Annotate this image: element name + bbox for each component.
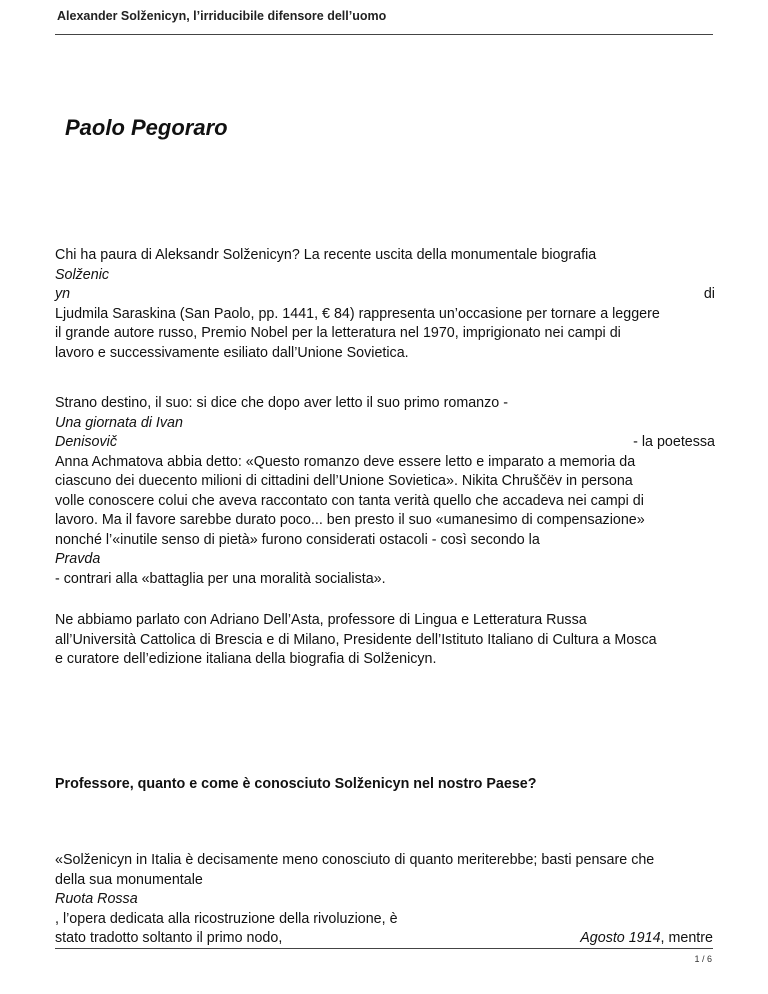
book-title: yn (55, 286, 71, 302)
text-line: yn di (55, 285, 715, 305)
text-line: Ne abbiamo parlato con Adriano Dell’Asta, professore di Lingua e Letteratura Russa (55, 612, 587, 628)
text-line: nonché l’«inutile senso di pietà» furono considerati ostacoli - così secondo la (55, 531, 540, 548)
interview-question: Professore, quanto e come è conosciuto Solženicyn nel nostro Paese? (55, 776, 537, 792)
paragraph-destiny (55, 394, 715, 589)
text-line: Chi ha paura di Aleksandr Solženicyn? La recente uscita della monumentale biografia Solženic (55, 247, 597, 283)
book-title: Solženic (55, 266, 110, 283)
text-line: - contrari alla «battaglia per una moralità socialista». (55, 570, 386, 587)
header-divider (55, 34, 713, 35)
book-title: Agosto 1914 (580, 930, 661, 946)
text-line: lavoro. Ma il favore sarebbe durato poco... ben presto il suo «umanesimo di compensazione» (55, 512, 645, 528)
footer-divider (55, 948, 713, 949)
text-line: Ljudmila Saraskina (San Paolo, pp. 1441, € 84) rappresenta un’occasione per tornare a leggere (55, 305, 660, 322)
text-line: ciascuno dei duecento milioni di cittadini dell’Unione Sovietica». Nikita Chruščëv in persona (55, 473, 633, 489)
text-line: volle conoscere colui che aveva raccontato con tanta verità quello che accadeva nei campi di (55, 492, 644, 509)
text-line: stato tradotto soltanto il primo nodo, Agosto 1914, mentre (55, 930, 713, 946)
text-line: «Solženicyn in Italia è decisamente meno conosciuto di quanto meriterebbe; basti pensare che (55, 852, 655, 868)
text-line: Strano destino, il suo: si dice che dopo aver letto il suo primo romanzo - Una giornata di Ivan (55, 395, 508, 431)
text-line: Denisovič - la poetessa (55, 433, 715, 453)
paragraph-answer (55, 851, 715, 949)
paragraph-intro (55, 246, 715, 363)
newspaper-title: Pravda (55, 551, 101, 567)
text-line: il grande autore russo, Premio Nobel per la letteratura nel 1970, imprigionato nei campi di (55, 325, 621, 341)
text-line: all’Università Cattolica di Brescia e di Milano, Presidente dell’Istituto Italiano di Cultura a Mosca (55, 631, 657, 648)
book-title: Ruota Rossa (55, 891, 138, 907)
text-line: Anna Achmatova abbia detto: «Questo romanzo deve essere letto e imparato a memoria da (55, 453, 636, 470)
page-number: 1 / 6 (694, 954, 712, 964)
text-line: della sua monumentale Ruota Rossa , l’opera dedicata alla ricostruzione della rivoluzione, è (55, 871, 398, 927)
book-title: Denisovič (55, 434, 117, 450)
text-line: lavoro e successivamente esiliato dall’Unione Sovietica. (55, 344, 409, 361)
text-line: e curatore dell’edizione italiana della biografia di Solženicyn. (55, 651, 437, 667)
author-name: Paolo Pegoraro (65, 115, 228, 140)
paragraph-interview-intro (55, 611, 715, 670)
running-header: Alexander Solženicyn, l’irriducibile difensore dell’uomo (57, 9, 387, 23)
book-title: Una giornata di Ivan (55, 414, 183, 431)
